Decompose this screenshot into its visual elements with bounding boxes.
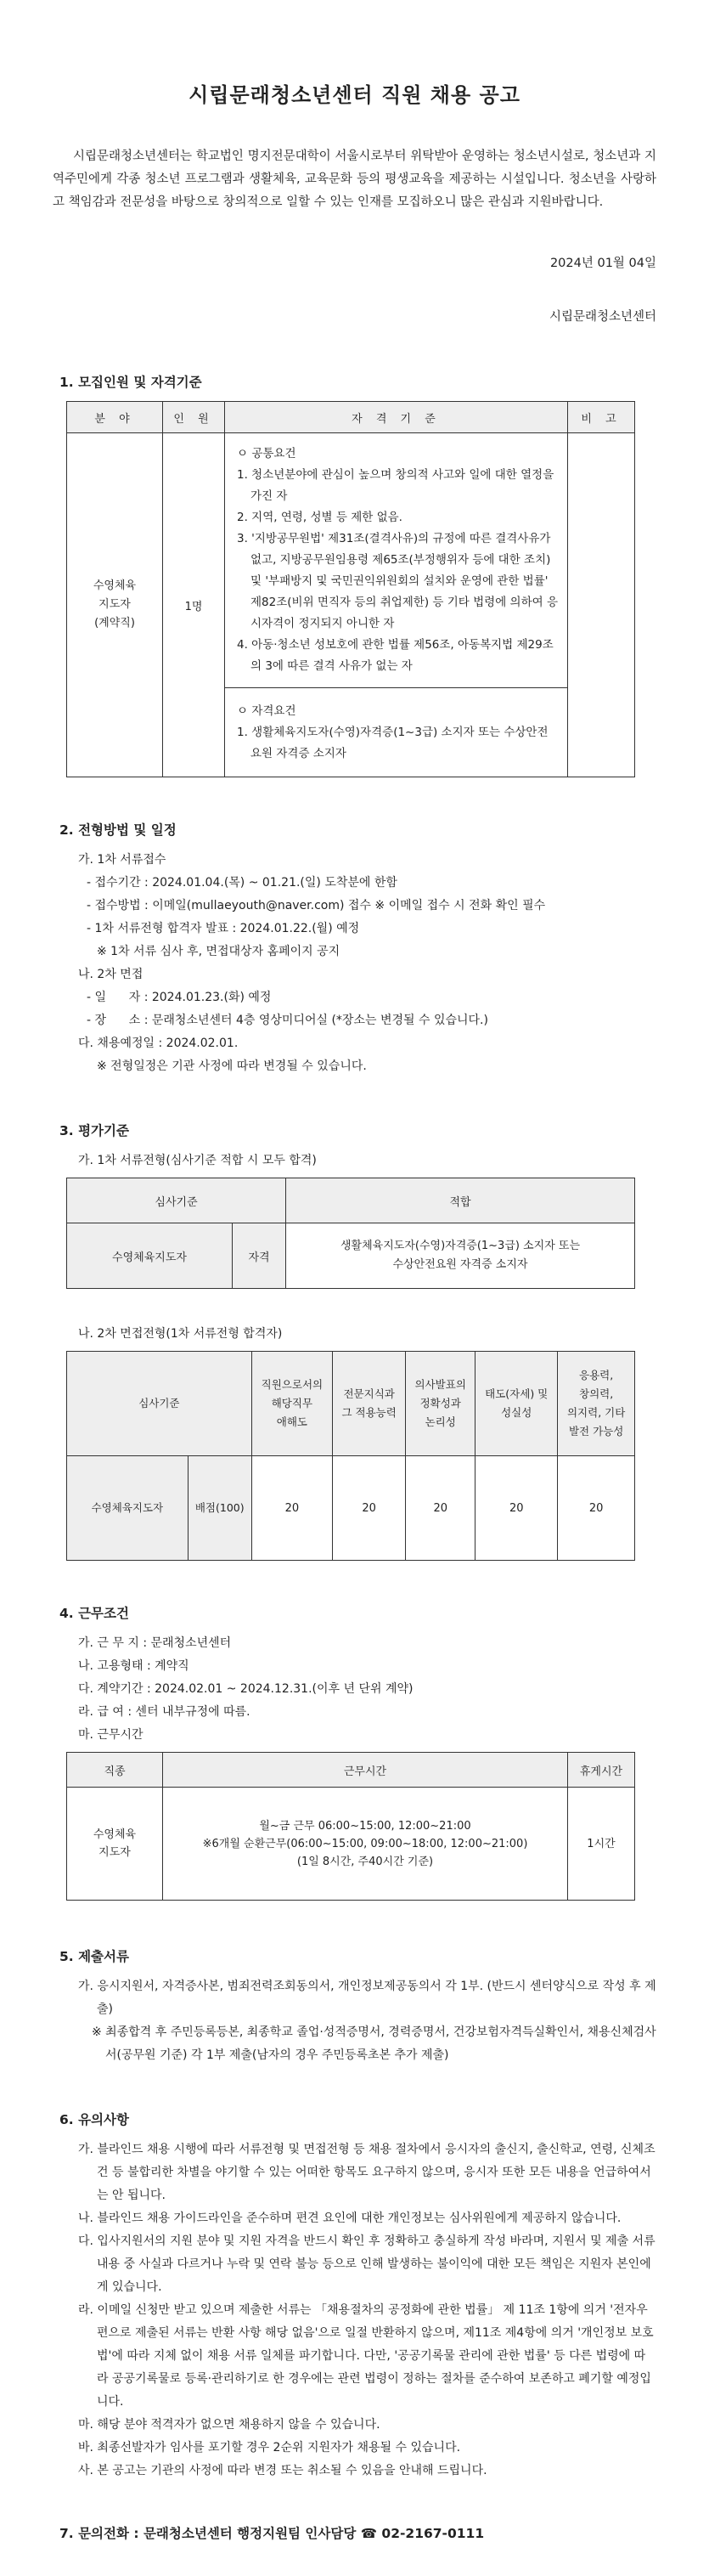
documents-note: ※ 최종합격 후 주민등록등본, 최종학교 졸업·성적증명서, 경력증명서, 건강보험자격득실확인서, 채용신체검사서(공무원 기준) 각 1부 제출(남자의 경우 주민등록초본 추가 제출): [92, 2025, 656, 2062]
notice-list: [0, 2138, 709, 2483]
field-cell: 수영체육지도자: [67, 1456, 189, 1561]
list-item: 1. 생활체육지도자(수영)자격증(1~3급) 소지자 또는 수상안전요원 자격증 소지자: [237, 725, 549, 760]
header-criteria: 심사기준: [67, 1352, 252, 1456]
job-cell: 수영체육 지도자: [67, 1788, 163, 1901]
schedule-line: 다. 채용예정일 : 2024.02.01.: [78, 1037, 239, 1050]
header-criterion-3: 의사발표의 정확성과 논리성: [406, 1352, 475, 1456]
header-qualification: 자 격 기 준: [225, 402, 568, 433]
documents-line: 가. 응시지원서, 자격증사본, 범죄전력조회동의서, 개인정보제공동의서 각 1부. (반드시 센터양식으로 작성 후 제출): [78, 1980, 656, 2016]
condition-line: 마. 근무시간: [78, 1728, 143, 1742]
score-cell: 20: [251, 1456, 332, 1561]
list-item: 1. 청소년분야에 관심이 높으며 창의적 사고와 일에 대한 열정을 가진 자: [237, 468, 554, 503]
section-5-title: 5. 제출서류: [59, 1949, 129, 1964]
list-item: 나. 블라인드 채용 가이드라인을 준수하며 편견 요인에 대한 개인정보는 심사위원에게 제공하지 않습니다.: [78, 2212, 622, 2225]
field-cell: 수영체육지도자: [67, 1223, 233, 1289]
section-1-title: 1. 모집인원 및 자격기준: [59, 375, 202, 390]
list-item: 바. 최종선발자가 임사를 포기할 경우 2순위 지원자가 채용될 수 있습니다.: [78, 2441, 461, 2455]
document-screening-table: [66, 1178, 635, 1289]
schedule-line: - 1차 서류전형 합격자 발표 : 2024.01.22.(월) 예정: [87, 922, 360, 935]
score-label-cell: 배점(100): [188, 1456, 251, 1561]
section-2-title: 2. 전형방법 및 일정: [59, 822, 177, 838]
interview-screening-subtitle: 나. 2차 면접전형(1차 서류전형 합격자): [78, 1327, 283, 1341]
schedule-line: - 접수방법 : 이메일(mullaeyouth@naver.com) 접수 ※ 이메일 접수 시 전화 확인 필수: [87, 899, 546, 912]
header-criterion-5: 응용력, 창의력, 의지력, 기타 발전 가능성: [558, 1352, 635, 1456]
contact-line: 7. 문의전화 : 문래청소년센터 행정지원팀 인사담당 ☎ 02-2167-0111: [59, 2526, 485, 2541]
common-requirements-cell: [225, 433, 568, 688]
intro-paragraph: 시립문래청소년센터는 학교법인 명지전문대학이 서울시로부터 위탁받아 운영하는 청소년시설로, 청소년과 지역주민에게 각종 청소년 프로그램과 생활체육, 교육문화 등의 평생교육을 제공하는 시설입니다. 청소년을 사랑하고 책임감과 전문성을 바탕으로 창의적으로 일할 수 있는 인재를 모집하오니 많은 관심과 지원바랍니다.: [53, 150, 656, 209]
table-row: [67, 1788, 635, 1901]
table-row: [67, 1223, 635, 1289]
list-item: 마. 해당 분야 적격자가 없으면 채용하지 않을 수 있습니다.: [78, 2418, 380, 2432]
schedule-line: ※ 1차 서류 심사 후, 면접대상자 홈페이지 공지: [97, 945, 340, 958]
table-header-row: [67, 1753, 635, 1788]
schedule-list: [0, 849, 709, 1078]
section-4-title: 4. 근무조건: [59, 1606, 129, 1621]
section-6-title: 6. 유의사항: [59, 2112, 129, 2127]
header-note: 비 고: [568, 402, 635, 433]
qualification-requirements-title: ㅇ 자격요건: [237, 703, 296, 718]
condition-line: 라. 급 여 : 센터 내부규정에 따름.: [78, 1705, 250, 1719]
header-criterion-1: 직원으로서의 해당직무 애해도: [251, 1352, 332, 1456]
table-header-row: [67, 1178, 635, 1223]
header-suitable: 적합: [286, 1178, 635, 1223]
header-criterion-2: 전문지식과 그 적용능력: [333, 1352, 406, 1456]
score-cell: 20: [475, 1456, 558, 1561]
score-cell: 20: [558, 1456, 635, 1561]
list-item: 다. 입사지원서의 지원 분야 및 지원 자격을 반드시 확인 후 정확하고 충실하게 작성 바라며, 지원서 및 제출 서류 내용 중 사실과 다르거나 누락 및 연락 불능 등으로 인해 발생하는 불이익에 대한 모든 책임은 지원자 본인에게 있습니다.: [78, 2234, 656, 2294]
header-criteria: 심사기준: [67, 1178, 286, 1223]
condition-line: 가. 근 무 지 : 문래청소년센터: [78, 1636, 232, 1650]
note-cell: [568, 433, 635, 777]
header-rest: 휴게시간: [568, 1753, 635, 1788]
schedule-line: - 접수기간 : 2024.01.04.(목) ~ 01.21.(일) 도착분에 한함: [87, 876, 397, 890]
organization-name: 시립문래청소년센터: [549, 310, 656, 324]
schedule-line: 나. 2차 면접: [78, 968, 143, 981]
qualification-requirements-cell: [225, 688, 568, 777]
list-item: 라. 이메일 신청만 받고 있으며 제출한 서류는 「채용절차의 공정화에 관한 법률」 제 11조 1항에 의거 '전자우편으로 제출된 서류는 반환 사항 해당 없음'으로 일절 반환하지 않으며, 제11조 제4항에 의거 '개인정보 보호법'에 따라 지체 없이 채용 서류 일체를 파기합니다. 다만, '공공기록물 관리에 관한 법률' 등 다른 법령에 따라 공공기록물로 등록·관리하기로 한 경우에는 관련 법령이 정하는 절차를 준수하여 보존하고 폐기할 예정입니다.: [78, 2303, 654, 2409]
recruitment-table: [66, 401, 635, 777]
document-screening-subtitle: 가. 1차 서류전형(심사기준 적합 시 모두 합격): [78, 1154, 317, 1167]
condition-line: 나. 고용형태 : 계약직: [78, 1659, 189, 1673]
header-hours: 근무시간: [163, 1753, 568, 1788]
common-requirements-title: ㅇ 공통요건: [237, 447, 296, 460]
schedule-line: - 장 소 : 문래청소년센터 4층 영상미디어실 (*장소는 변경될 수 있습니다.): [87, 1014, 488, 1027]
field-cell: 수영체육 지도자 (계약직): [67, 433, 163, 777]
rest-cell: 1시간: [568, 1788, 635, 1901]
qualification-content-cell: 생활체육지도자(수영)자격증(1~3급) 소지자 또는 수상안전요원 자격증 소지자: [286, 1223, 635, 1289]
score-cell: 20: [333, 1456, 406, 1561]
hours-cell: 월~금 근무 06:00~15:00, 12:00~21:00 ※6개월 순환근무(06:00~15:00, 09:00~18:00, 12:00~21:00) (1일 8시간, 주40시간 기준): [163, 1788, 568, 1901]
table-header-row: [67, 402, 635, 433]
table-header-row: [67, 1352, 635, 1456]
schedule-line: - 일 자 : 2024.01.23.(화) 예정: [87, 991, 272, 1004]
page-title: 시립문래청소년센터 직원 채용 공고: [189, 83, 520, 107]
list-item: 3. '지방공무원법' 제31조(결격사유)의 규정에 따른 결격사유가 없고, 지방공무원임용령 제65조(부정행위자 등에 대한 조치) 및 '부패방지 및 국민권익위원회의 설치와 운영에 관한 법률' 제82조(비위 면직자 등의 취업제한) 등 기타 법령에 의하여 응시자격이 정지되지 아니한 자: [237, 532, 558, 630]
table-row: [67, 1456, 635, 1561]
announcement-date: 2024년 01월 04일: [549, 257, 656, 270]
table-row: [67, 433, 635, 688]
schedule-line: 가. 1차 서류접수: [78, 853, 166, 867]
header-field: 분 야: [67, 402, 163, 433]
type-cell: 자격: [233, 1223, 286, 1289]
list-item: 2. 지역, 연령, 성별 등 제한 없음.: [237, 511, 402, 524]
list-item: 가. 블라인드 채용 시행에 따라 서류전형 및 면접전형 등 채용 절차에서 응시자의 출신지, 출신학교, 연령, 신체조건 등 불합리한 차별을 야기할 수 있는 어떠한 항목도 요구하지 않으며, 응시자 또한 모든 내용을 언급하여서는 안 됩니다.: [78, 2143, 656, 2202]
header-criterion-4: 태도(자세) 및 성실성: [475, 1352, 558, 1456]
condition-line: 다. 계약기간 : 2024.02.01 ~ 2024.12.31.(이후 년 단위 계약): [78, 1682, 414, 1696]
list-item: 4. 아동·청소년 성보호에 관한 법률 제56조, 아동복지법 제29조의 3에 따른 결격 사유가 없는 자: [237, 638, 554, 673]
list-item: 사. 본 공고는 기관의 사정에 따라 변경 또는 취소될 수 있음을 안내해 드립니다.: [78, 2464, 487, 2477]
section-3-title: 3. 평가기준: [59, 1123, 129, 1138]
count-cell: 1명: [163, 433, 225, 777]
header-job: 직종: [67, 1753, 163, 1788]
work-hours-table: [66, 1752, 635, 1901]
schedule-line: ※ 전형일정은 기관 사정에 따라 변경될 수 있습니다.: [97, 1059, 367, 1073]
interview-screening-table: [66, 1351, 635, 1561]
header-count: 인 원: [163, 402, 225, 433]
score-cell: 20: [406, 1456, 475, 1561]
